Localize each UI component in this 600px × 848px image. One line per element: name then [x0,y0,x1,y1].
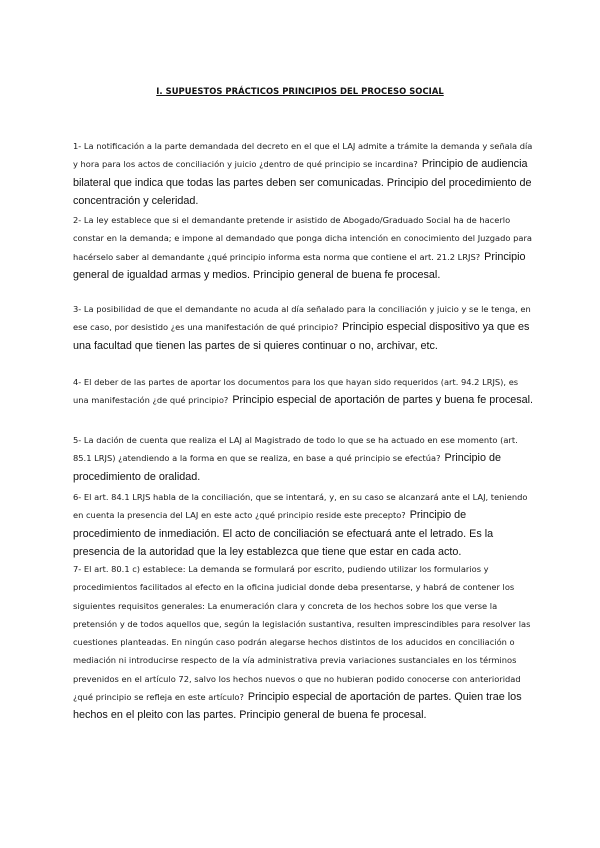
question-text: 4- El deber de las partes de aportar los documentos para los que hayan sido requeridos (art. 94.2 LRJS), es una manifestación ¿de qué principio? [73,377,519,406]
answer-text: Principio especial dispositivo ya que es una facultad que tienen las partes de si quieres continuar o no, archivar, etc. [73,321,530,352]
question-item-5 [73,430,535,485]
page-title: I. SUPUESTOS PRÁCTICOS PRINCIPIOS DEL PROCESO SOCIAL [156,86,444,96]
answer-text: Principio general de igualdad armas y medios. Principio general de buena fe procesal. [73,250,526,281]
answer-text: Principio de audiencia bilateral que indica que todas las partes deben ser comunicadas. Principio del procedimiento de concentración y celeridad. [73,158,532,207]
question-item-7 [73,559,535,724]
question-text: 7- El art. 80.1 c) establece: La demanda se formulará por escrito, pudiendo utilizar los formularios y procedimientos facilitados al efecto en la oficina judicial donde deba presentarse, y habrá de contener los siguientes requisitos generales: La enumeración clara y concreta de los hechos sobre los que verse la pretensión y de todos aquellos que, según la legislación sustantiva, resulten imprescindibles para resolver las cuestiones planteadas. En ningún caso podrán alegarse hechos distintos de los aducidos en conciliación o mediación ni introducirse respecto de la vía administrativa previa variaciones sustanciales en los términos prevenidos en el artículo 72, salvo los hechos nuevos o que no hubieran podido conocerse con anterioridad ¿qué principio se refleja en este artículo? [73,564,531,703]
answer-text: Principio de procedimiento de oralidad. [73,452,501,483]
question-text: 6- El art. 84.1 LRJS habla de la conciliación, que se intentará, y, en su caso se alcanzará ante el LAJ, teniendo en cuenta la presencia del LAJ en este acto ¿qué principio reside este precepto? [73,492,528,521]
answer-text: Principio especial de aportación de partes y buena fe procesal. [232,394,534,407]
question-item-2 [73,210,535,283]
question-text: 5- La dación de cuenta que realiza el LAJ al Magistrado de todo lo que se ha actuado en ese momento (art. 85.1 LRJS) ¿atendiendo a la forma en que se realiza, en base a qué principio se efectúa? [73,435,518,464]
question-text: 1- La notificación a la parte demandada del decreto en el que el LAJ admite a trámite la demanda y señala día y hora para los actos de conciliación y juicio ¿dentro de qué principio se incardina? [73,141,533,170]
answer-text: Principio de procedimiento de inmediación. El acto de conciliación se efectuará ante el letrado. Es la presencia de la autoridad que la ley establezca que tiene que estar en cada acto. [73,509,494,558]
question-item-6 [73,487,535,560]
question-text: 2- La ley establece que si el demandante pretende ir asistido de Abogado/Graduado Social ha de hacerlo constar en la demanda; e impone al demandado que ponga dicha intención en conocimiento del Juzgado para hacérselo saber al demandante ¿qué principio informa esta norma que contiene el art. 21.2 LRJS? [73,215,532,262]
question-item-3 [73,299,535,354]
question-item-4 [73,372,535,409]
answer-text: Principio especial de aportación de partes. Quien trae los hechos en el pleito con las partes. Principio general de buena fe procesal. [73,691,522,722]
question-item-1 [73,136,535,209]
question-text: 3- La posibilidad de que el demandante no acuda al día señalado para la conciliación y juicio y se le tenga, en ese caso, por desistido ¿es una manifestación de qué principio? [73,304,531,333]
